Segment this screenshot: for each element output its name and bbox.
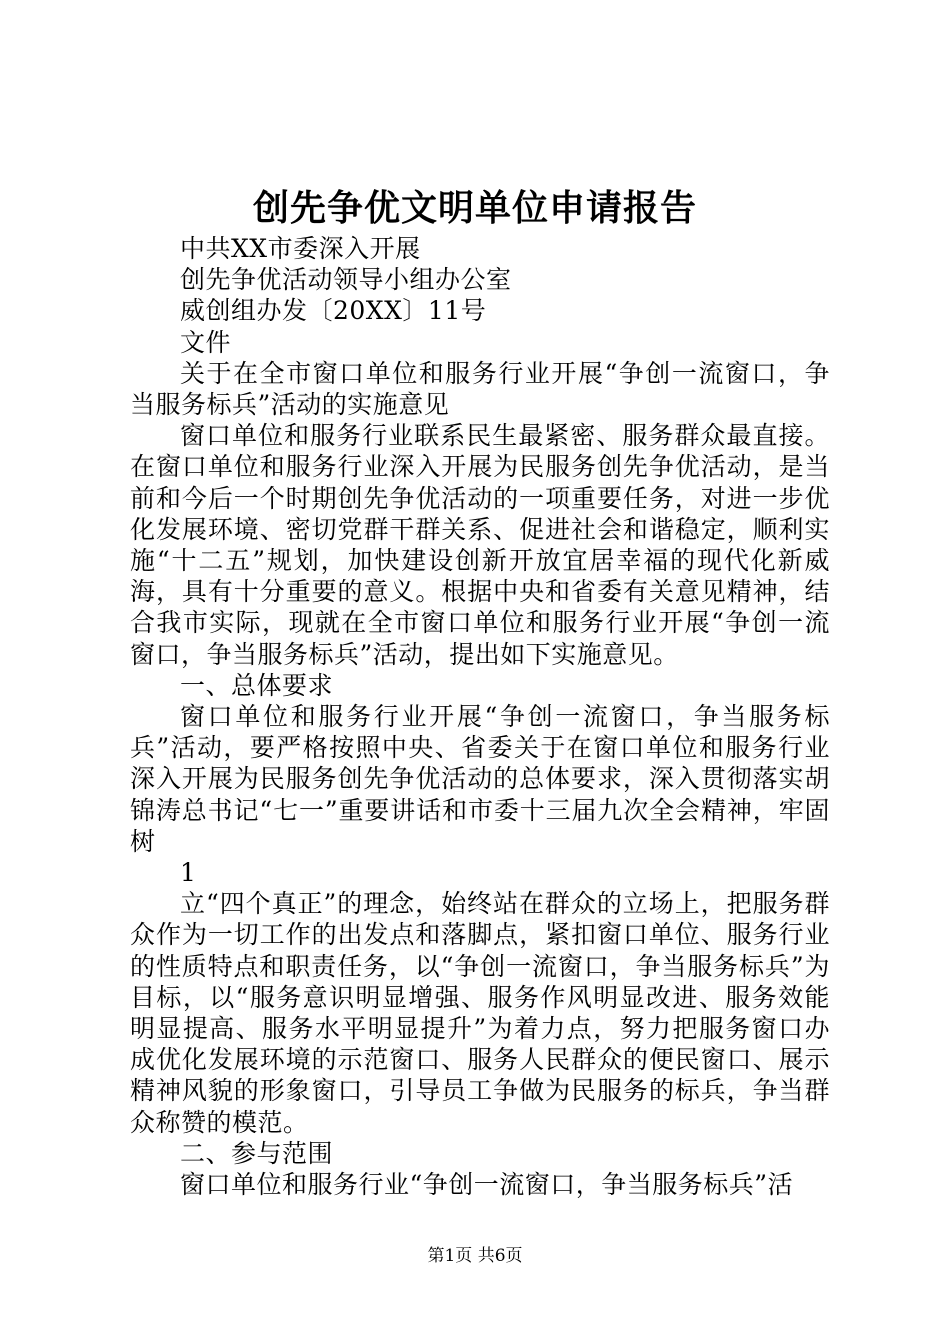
header-line-office: 创先争优活动领导小组办公室 — [180, 265, 512, 295]
section-paragraph-general-requirements: 窗口单位和服务行业开展“争创一流窗口，争当服务标兵”活动，要严格按照中央、省委关于在窗口单位和服务行业深入开展为民服务创先争优活动的总体要求，深入贯彻落实胡锦涛总书记“七一”重要讲话和市委十三届九次全会精神，牢固树 — [130, 702, 830, 856]
header-line-document: 文件 — [180, 327, 232, 357]
section-paragraph-continued: 立“四个真正”的理念，始终站在群众的立场上，把服务群众作为一切工作的出发点和落脚点，紧扣窗口单位、服务行业的性质特点和职责任务，以“争创一流窗口，争当服务标兵”为目标，以“服务意识明显增强、服务作风明显改进、服务效能明显提高、服务水平明显提升”为着力点，努力把服务窗口办成优化发展环境的示范窗口、服务人民群众的便民窗口、展示精神风貌的形象窗口，引导员工争做为民服务的标兵，争当群众称赞的模范。 — [130, 889, 830, 1137]
document-title: 创先争优文明单位申请报告 — [252, 187, 697, 229]
page-footer: 第1页 共6页 — [427, 1246, 523, 1266]
intro-paragraph: 窗口单位和服务行业联系民生最紧密、服务群众最直接。在窗口单位和服务行业深入开展为民服务创先争优活动，是当前和今后一个时期创先争优活动的一项重要任务，对进一步优化发展环境、密切党群干群关系、促进社会和谐稳定，顺利实施“十二五”规划，加快建设创新开放宜居幸福的现代化新威海，具有十分重要的意义。根据中央和省委有关意见精神，结合我市实际，现就在全市窗口单位和服务行业开展“争创一流窗口，争当服务标兵”活动，提出如下实施意见。 — [130, 421, 830, 669]
inline-page-number: 1 — [180, 858, 197, 888]
header-line-committee: 中共XX市委深入开展 — [180, 234, 421, 263]
section-heading-general-requirements: 一、总体要求 — [180, 670, 334, 700]
document-subject: 关于在全市窗口单位和服务行业开展“争创一流窗口，争当服务标兵”活动的实施意见 — [130, 358, 830, 420]
section-heading-scope: 二、参与范围 — [180, 1138, 334, 1168]
header-line-doc-number: 威创组办发〔20XX〕11号 — [180, 296, 487, 326]
document-body — [130, 233, 830, 1200]
section-paragraph-scope: 窗口单位和服务行业“争创一流窗口，争当服务标兵”活 — [180, 1170, 794, 1200]
